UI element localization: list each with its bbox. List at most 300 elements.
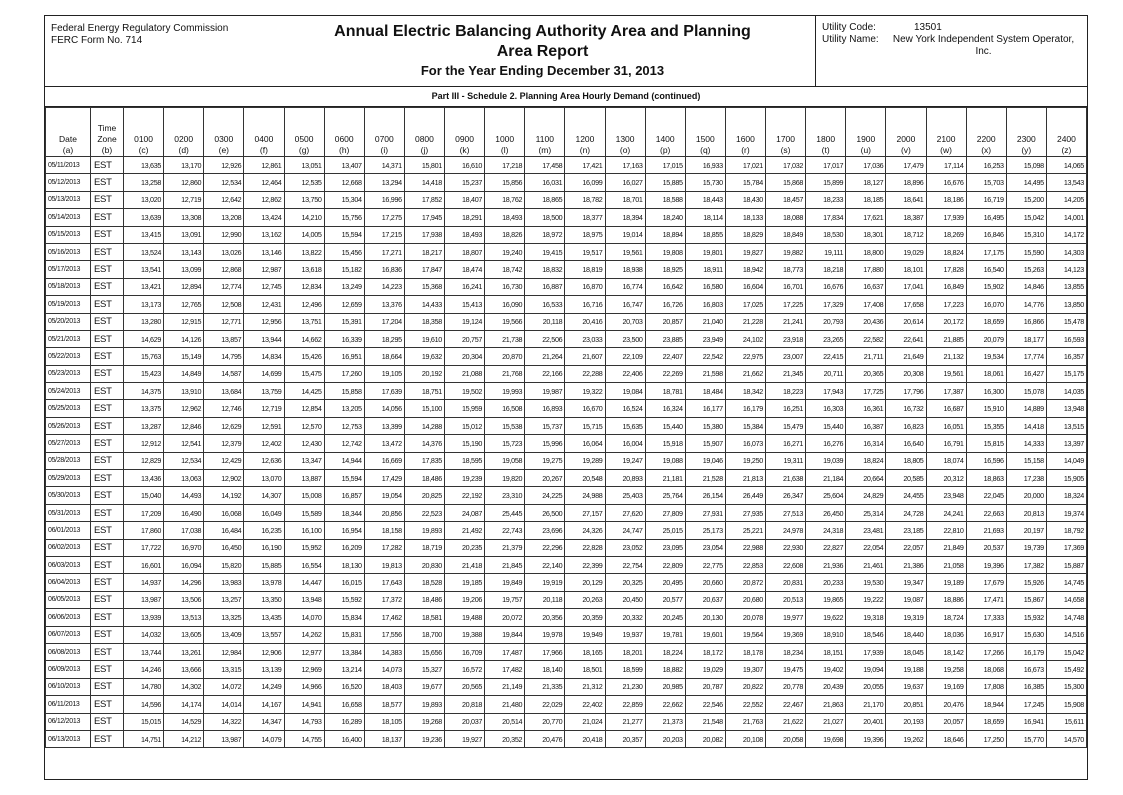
column-header: 1400 (p) xyxy=(645,108,685,157)
demand-cell: 16,324 xyxy=(645,400,685,417)
demand-cell: 18,291 xyxy=(445,209,485,226)
demand-cell: 20,818 xyxy=(445,696,485,713)
demand-cell: 15,932 xyxy=(1006,609,1046,626)
demand-cell: 18,942 xyxy=(725,261,765,278)
demand-cell: 19,601 xyxy=(685,626,725,643)
demand-cell: 16,687 xyxy=(926,400,966,417)
demand-cell: 21,768 xyxy=(485,365,525,382)
demand-cell: 14,246 xyxy=(124,661,164,678)
demand-cell: 13,146 xyxy=(244,243,284,260)
demand-cell: 15,456 xyxy=(324,243,364,260)
demand-cell: 23,696 xyxy=(525,522,565,539)
demand-cell: 18,493 xyxy=(485,209,525,226)
demand-cell: 17,945 xyxy=(404,209,444,226)
date-cell: 05/31/2013 xyxy=(46,504,91,521)
demand-cell: 20,439 xyxy=(806,678,846,695)
demand-cell: 21,024 xyxy=(565,713,605,730)
demand-cell: 18,742 xyxy=(485,261,525,278)
demand-cell: 19,029 xyxy=(886,243,926,260)
demand-cell: 19,169 xyxy=(926,678,966,695)
demand-cell: 16,637 xyxy=(846,278,886,295)
demand-cell: 15,479 xyxy=(766,417,806,434)
table-row xyxy=(46,261,1087,278)
demand-cell: 18,975 xyxy=(565,226,605,243)
demand-cell: 16,495 xyxy=(966,209,1006,226)
demand-cell: 13,407 xyxy=(324,157,364,174)
demand-cell: 21,277 xyxy=(605,713,645,730)
demand-cell: 14,834 xyxy=(244,348,284,365)
demand-cell: 13,424 xyxy=(244,209,284,226)
demand-cell: 18,358 xyxy=(404,313,444,330)
demand-cell: 18,659 xyxy=(966,713,1006,730)
demand-cell: 20,352 xyxy=(485,730,525,747)
utility-name-value-cont: Inc. xyxy=(975,46,992,57)
demand-cell: 13,315 xyxy=(204,661,244,678)
demand-cell: 12,746 xyxy=(204,400,244,417)
demand-cell: 19,088 xyxy=(645,452,685,469)
demand-cell: 15,355 xyxy=(966,417,1006,434)
demand-cell: 14,662 xyxy=(284,330,324,347)
table-row xyxy=(46,296,1087,313)
demand-cell: 14,425 xyxy=(284,383,324,400)
demand-cell: 16,747 xyxy=(605,296,645,313)
demand-cell: 16,031 xyxy=(525,174,565,191)
demand-cell: 13,543 xyxy=(1046,174,1086,191)
demand-cell: 13,399 xyxy=(364,417,404,434)
demand-cell: 17,025 xyxy=(725,296,765,313)
demand-cell: 18,824 xyxy=(926,243,966,260)
demand-cell: 23,310 xyxy=(485,487,525,504)
table-row xyxy=(46,522,1087,539)
demand-cell: 19,087 xyxy=(886,591,926,608)
demand-cell: 14,347 xyxy=(244,713,284,730)
demand-cell: 17,835 xyxy=(404,452,444,469)
demand-cell: 15,763 xyxy=(124,348,164,365)
demand-cell: 19,517 xyxy=(565,243,605,260)
demand-cell: 22,810 xyxy=(926,522,966,539)
demand-cell: 15,475 xyxy=(284,365,324,382)
demand-cell: 23,500 xyxy=(605,330,645,347)
demand-cell: 19,388 xyxy=(445,626,485,643)
demand-cell: 12,402 xyxy=(244,435,284,452)
demand-cell: 21,228 xyxy=(725,313,765,330)
demand-cell: 12,771 xyxy=(204,313,244,330)
demand-cell: 19,781 xyxy=(645,626,685,643)
demand-cell: 13,744 xyxy=(124,643,164,660)
demand-cell: 23,052 xyxy=(605,539,645,556)
demand-cell: 18,824 xyxy=(846,452,886,469)
table-row xyxy=(46,400,1087,417)
demand-cell: 20,787 xyxy=(685,678,725,695)
demand-cell: 19,307 xyxy=(725,661,765,678)
demand-cell: 17,722 xyxy=(124,539,164,556)
demand-cell: 18,863 xyxy=(966,470,1006,487)
demand-cell: 17,382 xyxy=(1006,556,1046,573)
demand-cell: 18,186 xyxy=(926,191,966,208)
demand-cell: 18,114 xyxy=(685,209,725,226)
demand-cell: 20,514 xyxy=(485,713,525,730)
demand-cell: 16,490 xyxy=(164,504,204,521)
demand-cell: 17,852 xyxy=(404,191,444,208)
demand-cell: 15,426 xyxy=(284,348,324,365)
demand-cell: 19,319 xyxy=(886,609,926,626)
demand-cell: 16,094 xyxy=(164,556,204,573)
demand-cell: 19,882 xyxy=(766,243,806,260)
date-cell: 05/20/2013 xyxy=(46,313,91,330)
demand-cell: 21,461 xyxy=(846,556,886,573)
demand-cell: 19,189 xyxy=(926,574,966,591)
time-zone-cell: EST xyxy=(91,539,124,556)
demand-cell: 19,105 xyxy=(364,365,404,382)
demand-cell: 19,124 xyxy=(445,313,485,330)
demand-cell: 24,102 xyxy=(725,330,765,347)
table-row xyxy=(46,626,1087,643)
demand-cell: 19,927 xyxy=(445,730,485,747)
demand-cell: 16,730 xyxy=(485,278,525,295)
date-cell: 06/07/2013 xyxy=(46,626,91,643)
time-zone-cell: EST xyxy=(91,278,124,295)
demand-cell: 14,049 xyxy=(1046,452,1086,469)
demand-cell: 14,262 xyxy=(284,626,324,643)
demand-cell: 14,755 xyxy=(284,730,324,747)
demand-cell: 13,208 xyxy=(204,209,244,226)
date-cell: 05/14/2013 xyxy=(46,209,91,226)
demand-cell: 15,959 xyxy=(445,400,485,417)
demand-cell: 17,163 xyxy=(605,157,645,174)
demand-cell: 18,762 xyxy=(485,191,525,208)
table-row xyxy=(46,539,1087,556)
demand-cell: 19,978 xyxy=(525,626,565,643)
demand-cell: 18,886 xyxy=(926,591,966,608)
demand-cell: 15,756 xyxy=(324,209,364,226)
demand-cell: 20,831 xyxy=(766,574,806,591)
demand-cell: 27,935 xyxy=(725,504,765,521)
demand-cell: 18,105 xyxy=(364,713,404,730)
demand-cell: 19,094 xyxy=(846,661,886,678)
demand-cell: 17,372 xyxy=(364,591,404,608)
demand-cell: 18,664 xyxy=(364,348,404,365)
demand-cell: 22,582 xyxy=(846,330,886,347)
demand-cell: 22,296 xyxy=(525,539,565,556)
agency-name: Federal Energy Regulatory Commission xyxy=(51,23,229,34)
demand-cell: 18,595 xyxy=(445,452,485,469)
demand-cell: 13,855 xyxy=(1046,278,1086,295)
demand-cell: 17,260 xyxy=(324,365,364,382)
demand-cell: 19,084 xyxy=(605,383,645,400)
demand-cell: 21,885 xyxy=(926,330,966,347)
demand-cell: 20,356 xyxy=(525,609,565,626)
demand-cell: 17,725 xyxy=(846,383,886,400)
demand-cell: 16,917 xyxy=(966,626,1006,643)
demand-cell: 16,996 xyxy=(364,191,404,208)
demand-cell: 20,870 xyxy=(485,348,525,365)
demand-cell: 13,887 xyxy=(284,470,324,487)
demand-cell: 12,535 xyxy=(284,174,324,191)
demand-cell: 13,350 xyxy=(244,591,284,608)
demand-cell: 14,322 xyxy=(204,713,244,730)
demand-cell: 15,149 xyxy=(164,348,204,365)
time-zone-cell: EST xyxy=(91,661,124,678)
demand-cell: 15,630 xyxy=(1006,626,1046,643)
demand-cell: 21,335 xyxy=(525,678,565,695)
demand-cell: 14,699 xyxy=(244,365,284,382)
demand-cell: 20,129 xyxy=(565,574,605,591)
demand-cell: 20,118 xyxy=(525,313,565,330)
demand-cell: 20,000 xyxy=(1006,487,1046,504)
demand-cell: 18,403 xyxy=(364,678,404,695)
demand-cell: 14,849 xyxy=(164,365,204,382)
demand-cell: 15,856 xyxy=(485,174,525,191)
demand-cell: 16,642 xyxy=(645,278,685,295)
demand-cell: 20,770 xyxy=(525,713,565,730)
demand-cell: 15,590 xyxy=(1006,243,1046,260)
demand-cell: 21,936 xyxy=(806,556,846,573)
demand-cell: 18,829 xyxy=(725,226,765,243)
demand-cell: 15,867 xyxy=(1006,591,1046,608)
demand-cell: 19,275 xyxy=(525,452,565,469)
demand-cell: 13,557 xyxy=(244,626,284,643)
demand-cell: 16,064 xyxy=(565,435,605,452)
demand-cell: 12,846 xyxy=(164,417,204,434)
demand-cell: 12,745 xyxy=(244,278,284,295)
demand-cell: 16,540 xyxy=(966,261,1006,278)
demand-cell: 12,508 xyxy=(204,296,244,313)
demand-cell: 16,669 xyxy=(364,452,404,469)
demand-cell: 17,209 xyxy=(124,504,164,521)
demand-cell: 16,580 xyxy=(685,278,725,295)
demand-cell: 20,711 xyxy=(806,365,846,382)
demand-cell: 14,658 xyxy=(1046,591,1086,608)
demand-cell: 18,546 xyxy=(846,626,886,643)
demand-cell: 12,902 xyxy=(204,470,244,487)
demand-cell: 16,593 xyxy=(1046,330,1086,347)
demand-cell: 15,908 xyxy=(1046,696,1086,713)
demand-cell: 12,868 xyxy=(204,261,244,278)
demand-cell: 20,614 xyxy=(886,313,926,330)
column-header: 0500 (g) xyxy=(284,108,324,157)
demand-cell: 16,701 xyxy=(766,278,806,295)
demand-cell: 16,803 xyxy=(685,296,725,313)
demand-cell: 15,996 xyxy=(525,435,565,452)
demand-cell: 19,757 xyxy=(485,591,525,608)
demand-cell: 22,853 xyxy=(725,556,765,573)
demand-cell: 18,882 xyxy=(645,661,685,678)
form-sheet xyxy=(44,15,1088,780)
demand-cell: 22,406 xyxy=(605,365,645,382)
demand-cell: 24,318 xyxy=(806,522,846,539)
demand-cell: 20,058 xyxy=(766,730,806,747)
demand-cell: 15,042 xyxy=(1006,209,1046,226)
demand-cell: 12,534 xyxy=(204,174,244,191)
demand-cell: 22,166 xyxy=(525,365,565,382)
demand-cell: 12,860 xyxy=(164,174,204,191)
demand-cell: 18,088 xyxy=(766,209,806,226)
demand-cell: 16,836 xyxy=(364,261,404,278)
demand-cell: 14,776 xyxy=(1006,296,1046,313)
demand-cell: 18,474 xyxy=(445,261,485,278)
demand-cell: 18,807 xyxy=(445,243,485,260)
demand-cell: 13,258 xyxy=(124,174,164,191)
demand-cell: 22,029 xyxy=(525,696,565,713)
demand-cell: 18,938 xyxy=(605,261,645,278)
demand-cell: 17,036 xyxy=(846,157,886,174)
demand-cell: 24,326 xyxy=(565,522,605,539)
demand-cell: 18,178 xyxy=(725,643,765,660)
demand-cell: 17,774 xyxy=(1006,348,1046,365)
time-zone-cell: EST xyxy=(91,574,124,591)
demand-cell: 20,304 xyxy=(445,348,485,365)
demand-cell: 14,210 xyxy=(284,209,324,226)
demand-cell: 18,324 xyxy=(1046,487,1086,504)
table-row xyxy=(46,383,1087,400)
table-row xyxy=(46,452,1087,469)
demand-cell: 19,530 xyxy=(846,574,886,591)
demand-cell: 15,384 xyxy=(725,417,765,434)
time-zone-cell: EST xyxy=(91,452,124,469)
time-zone-cell: EST xyxy=(91,330,124,347)
demand-cell: 15,887 xyxy=(1046,556,1086,573)
demand-cell: 14,303 xyxy=(1046,243,1086,260)
demand-cell: 13,605 xyxy=(164,626,204,643)
demand-cell: 23,948 xyxy=(926,487,966,504)
demand-cell: 17,021 xyxy=(725,157,765,174)
demand-cell: 17,621 xyxy=(846,209,886,226)
demand-cell: 15,100 xyxy=(404,400,444,417)
utility-code-label: Utility Code: xyxy=(822,22,876,33)
demand-cell: 16,520 xyxy=(324,678,364,695)
demand-cell: 19,865 xyxy=(806,591,846,608)
demand-cell: 21,607 xyxy=(565,348,605,365)
demand-cell: 22,827 xyxy=(806,539,846,556)
demand-cell: 13,099 xyxy=(164,261,204,278)
time-zone-cell: EST xyxy=(91,313,124,330)
demand-cell: 20,637 xyxy=(685,591,725,608)
demand-cell: 17,223 xyxy=(926,296,966,313)
demand-cell: 22,402 xyxy=(565,696,605,713)
demand-cell: 22,407 xyxy=(645,348,685,365)
demand-cell: 16,610 xyxy=(445,157,485,174)
demand-cell: 13,294 xyxy=(364,174,404,191)
demand-cell: 19,488 xyxy=(445,609,485,626)
table-row xyxy=(46,365,1087,382)
demand-cell: 15,200 xyxy=(1006,191,1046,208)
demand-cell: 21,528 xyxy=(685,470,725,487)
demand-cell: 17,847 xyxy=(404,261,444,278)
demand-cell: 25,015 xyxy=(645,522,685,539)
demand-cell: 14,966 xyxy=(284,678,324,695)
demand-cell: 20,660 xyxy=(685,574,725,591)
demand-cell: 19,046 xyxy=(685,452,725,469)
demand-cell: 20,055 xyxy=(846,678,886,695)
demand-cell: 14,596 xyxy=(124,696,164,713)
demand-cell: 22,140 xyxy=(525,556,565,573)
demand-cell: 15,635 xyxy=(605,417,645,434)
demand-cell: 18,493 xyxy=(445,226,485,243)
demand-cell: 15,440 xyxy=(806,417,846,434)
demand-cell: 24,225 xyxy=(525,487,565,504)
demand-cell: 16,604 xyxy=(725,278,765,295)
demand-cell: 17,114 xyxy=(926,157,966,174)
demand-cell: 12,429 xyxy=(204,452,244,469)
demand-cell: 17,482 xyxy=(485,661,525,678)
demand-cell: 13,257 xyxy=(204,591,244,608)
demand-cell: 19,637 xyxy=(886,678,926,695)
demand-cell: 15,723 xyxy=(485,435,525,452)
demand-cell: 13,513 xyxy=(164,609,204,626)
demand-cell: 16,887 xyxy=(525,278,565,295)
demand-cell: 14,944 xyxy=(324,452,364,469)
demand-cell: 18,218 xyxy=(806,261,846,278)
demand-cell: 16,709 xyxy=(445,643,485,660)
demand-cell: 17,015 xyxy=(645,157,685,174)
demand-cell: 18,068 xyxy=(966,661,1006,678)
demand-cell: 15,098 xyxy=(1006,157,1046,174)
demand-cell: 20,495 xyxy=(645,574,685,591)
demand-cell: 21,849 xyxy=(926,539,966,556)
demand-cell: 17,245 xyxy=(1006,696,1046,713)
table-row xyxy=(46,609,1087,626)
demand-cell: 21,386 xyxy=(886,556,926,573)
demand-cell: 19,849 xyxy=(485,574,525,591)
demand-cell: 21,088 xyxy=(445,365,485,382)
demand-cell: 20,436 xyxy=(846,313,886,330)
demand-cell: 17,238 xyxy=(1006,470,1046,487)
demand-cell: 14,493 xyxy=(164,487,204,504)
demand-cell: 15,190 xyxy=(445,435,485,452)
report-title-line2: Area Report xyxy=(496,43,589,60)
demand-cell: 14,629 xyxy=(124,330,164,347)
table-row xyxy=(46,470,1087,487)
demand-cell: 19,827 xyxy=(725,243,765,260)
demand-cell: 16,068 xyxy=(204,504,244,521)
demand-cell: 19,808 xyxy=(645,243,685,260)
column-header: 0700 (i) xyxy=(364,108,404,157)
demand-cell: 22,192 xyxy=(445,487,485,504)
demand-cell: 13,409 xyxy=(204,626,244,643)
demand-cell: 17,329 xyxy=(806,296,846,313)
demand-cell: 17,471 xyxy=(966,591,1006,608)
demand-cell: 21,622 xyxy=(766,713,806,730)
demand-cell: 20,357 xyxy=(605,730,645,747)
demand-cell: 18,151 xyxy=(806,643,846,660)
demand-cell: 18,301 xyxy=(846,226,886,243)
demand-cell: 16,823 xyxy=(886,417,926,434)
demand-cell: 19,622 xyxy=(806,609,846,626)
demand-cell: 12,915 xyxy=(164,313,204,330)
demand-cell: 15,538 xyxy=(485,417,525,434)
time-zone-cell: EST xyxy=(91,261,124,278)
demand-cell: 18,894 xyxy=(645,226,685,243)
table-header-row xyxy=(46,108,1087,157)
demand-cell: 13,750 xyxy=(284,191,324,208)
demand-cell: 19,054 xyxy=(364,487,404,504)
demand-cell: 15,304 xyxy=(324,191,364,208)
demand-cell: 20,172 xyxy=(926,313,966,330)
table-row xyxy=(46,696,1087,713)
demand-cell: 22,809 xyxy=(645,556,685,573)
demand-cell: 16,100 xyxy=(284,522,324,539)
demand-cell: 13,162 xyxy=(244,226,284,243)
demand-cell: 14,745 xyxy=(1046,574,1086,591)
demand-cell: 14,296 xyxy=(164,574,204,591)
demand-cell: 16,716 xyxy=(565,296,605,313)
demand-cell: 15,589 xyxy=(284,504,324,521)
demand-cell: 14,748 xyxy=(1046,609,1086,626)
date-cell: 05/13/2013 xyxy=(46,191,91,208)
table-row xyxy=(46,209,1087,226)
demand-cell: 12,765 xyxy=(164,296,204,313)
demand-cell: 22,663 xyxy=(966,504,1006,521)
